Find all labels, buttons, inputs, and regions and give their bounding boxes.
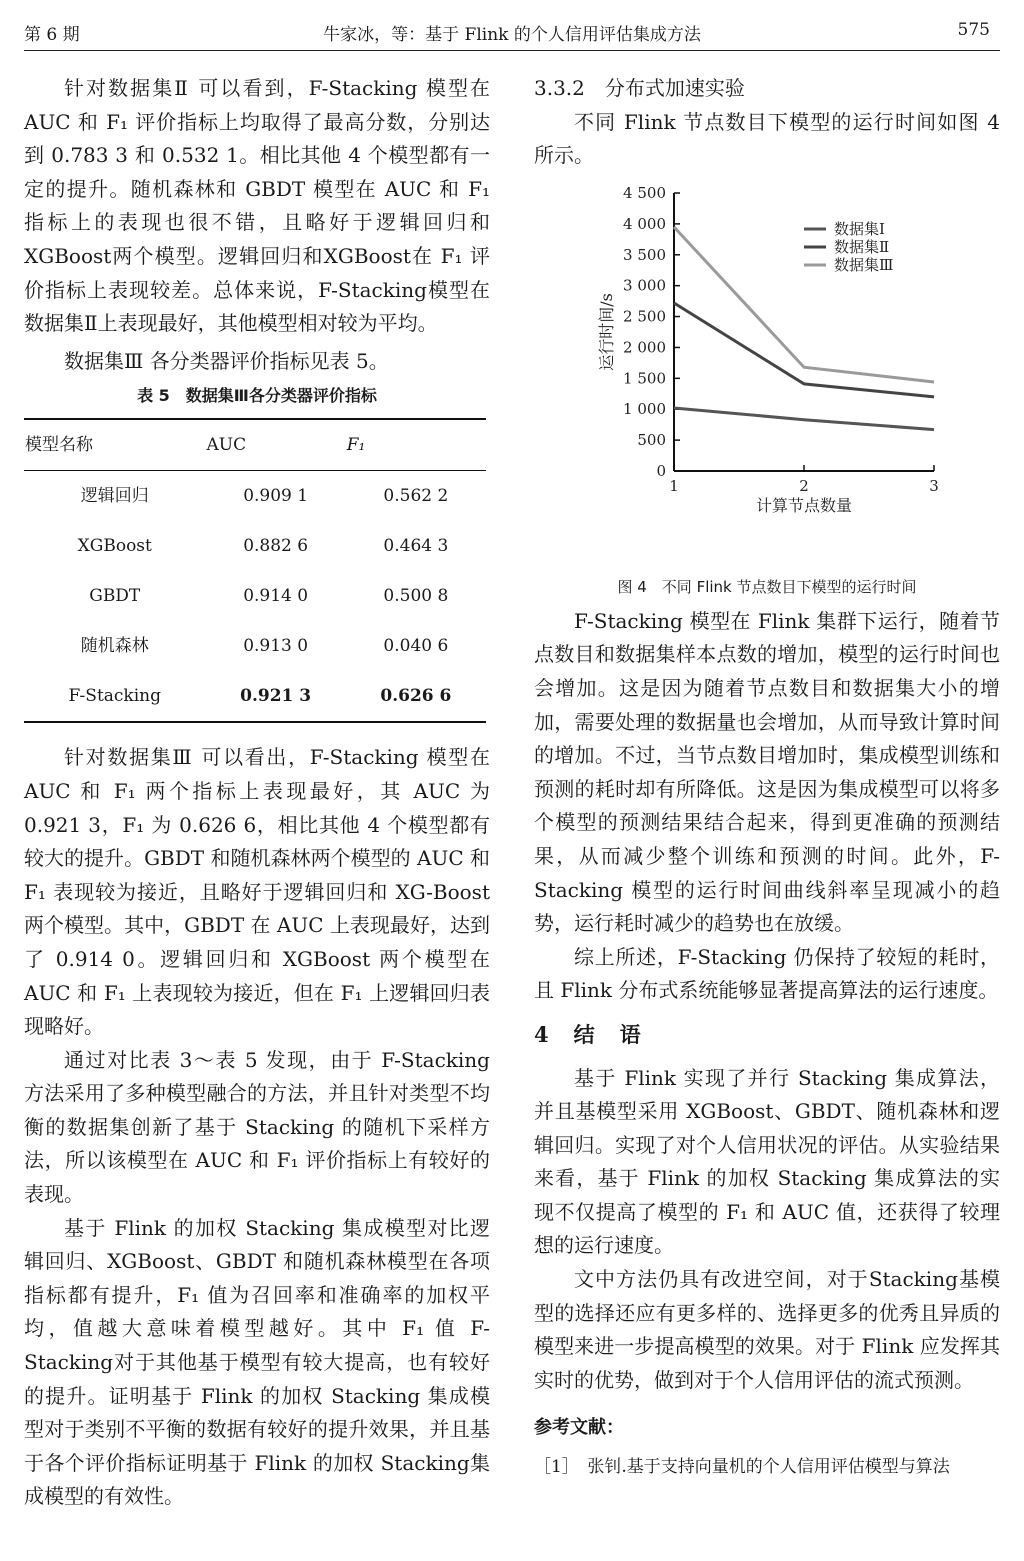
figure-4 xyxy=(534,181,1000,581)
table-cell: GBDT xyxy=(89,585,141,606)
paragraph-conclusion-runtime: 综上所述，F-Stacking 仍保持了较短的耗时，且 Flink 分布式系统能够显著提高算法的运行速度。 xyxy=(534,944,1000,1003)
left-column xyxy=(24,72,490,1514)
table-row xyxy=(24,571,486,621)
paragraph-comparison: 通过对比表 3～表 5 发现，由于 F-Stacking 方法采用了多种模型融合的方法，并且针对类型不均衡的数据集创新了基于 Stacking 的随机下采样方法，所以该模型在 AUC 和 F₁ 评价指标上有较好的表现。 xyxy=(24,1047,490,1207)
table-cell: 0.464 3 xyxy=(383,535,449,556)
paragraph-fig4-intro: 不同 Flink 节点数目下模型的运行时间如图 4 所示。 xyxy=(534,109,1000,168)
y-tick-label: 500 xyxy=(637,430,666,449)
y-axis-title: 运行时间/s xyxy=(597,292,616,371)
table-cell: 0.562 2 xyxy=(383,485,449,506)
y-tick-label: 0 xyxy=(656,461,666,480)
page-header xyxy=(24,14,1000,51)
series-line xyxy=(674,408,934,430)
x-tick-label: 3 xyxy=(929,476,939,495)
y-tick-label: 4 000 xyxy=(623,214,666,233)
paragraph-dataset3: 针对数据集Ⅲ 可以看出，F-Stacking 模型在 AUC 和 F₁ 两个指标上表现最好，其 AUC 为 0.921 3，F₁ 为 0.626 6，相比其他 4 个模型都有较大的提升。GBDT 和随机森林两个模型的 AUC 和 F₁ 表现较为接近，且略好于逻辑回归和 XG-Boost 两个模型。其中，GBDT 在 AUC 上表现最好，达到了 0.914 0。逻辑回归和 XGBoost 两个模型在 AUC 和 F₁ 上表现较为接近，但在 F₁ 上逻辑回归表现略好。 xyxy=(24,745,490,1039)
references-title: 参考文献： xyxy=(534,1417,624,1439)
table-cell: 0.909 1 xyxy=(243,485,309,506)
y-tick-label: 4 500 xyxy=(623,183,666,202)
table-row xyxy=(24,471,486,522)
paragraph-closing-2: 文中方法仍具有改进空间，对于Stacking基模型的选择还应有更多样的、选择更多的优秀且异质的模型来进一步提高模型的效果。对于 Flink 应发挥其实时的优势，做到对于个人信用评估的流式预测。 xyxy=(534,1267,1000,1392)
paragraph-table5-intro: 数据集Ⅲ 各分类器评价指标见表 5。 xyxy=(64,348,389,373)
y-tick-label: 3 000 xyxy=(623,276,666,295)
table-cell: 0.913 0 xyxy=(243,635,309,656)
table-row xyxy=(24,521,486,571)
table-cell: 0.040 6 xyxy=(383,635,449,656)
legend-label: 数据集Ⅱ xyxy=(834,237,890,256)
subsection-title: 3.3.2 分布式加速实验 xyxy=(534,76,745,100)
running-title: 牛家冰，等：基于 Flink 的个人信用评估集成方法 xyxy=(323,25,701,45)
table-cell: 0.500 8 xyxy=(383,585,449,606)
reference-item: ［1］ 张钊.基于支持向量机的个人信用评估模型与算法 xyxy=(534,1457,950,1478)
journal-issue: 第 6 期 xyxy=(24,25,80,45)
y-tick-label: 1 000 xyxy=(623,400,666,419)
section-title: 4 结 语 xyxy=(534,1021,643,1047)
legend-label: 数据集Ⅰ xyxy=(834,219,885,238)
table-cell: F-Stacking xyxy=(24,671,206,722)
paragraph-dataset2: 针对数据集Ⅱ 可以看到，F-Stacking 模型在 AUC 和 F₁ 评价指标上均取得了最高分数，分别达到 0.783 3 和 0.532 1。相比其他 4 个模型都有一定的提升。随机森林和 GBDT 模型在 AUC 和 F₁ 指标上的表现也很不错，且略好于逻辑回归和 XGBoost两个模型。逻辑回归和XGBoost在 F₁ 评价指标上表现较差。总体来说，F-Stacking模型在数据集Ⅱ上表现最好，其他模型相对较为平均。 xyxy=(24,76,490,336)
table-row xyxy=(24,671,486,722)
paragraph-closing-1: 基于 Flink 实现了并行 Stacking 集成算法，并且基模型采用 XGBoost、GBDT、随机森林和逻辑回归。实现了对个人信用状况的评估。从实验结果来看，基于 Flink 的加权 Stacking 集成算法的实现不仅提高了模型的 F₁ 和 AUC 值，还获得了较理想的运行速度。 xyxy=(534,1065,1000,1258)
right-column xyxy=(534,72,1000,1485)
table-header-f1: F₁ xyxy=(346,419,486,471)
table-cell: 逻辑回归 xyxy=(80,485,149,506)
figure-caption: 图 4 不同 Flink 节点数目下模型的运行时间 xyxy=(617,577,917,596)
x-axis-title: 计算节点数量 xyxy=(755,495,853,515)
y-tick-label: 3 500 xyxy=(623,245,666,264)
legend-label: 数据集Ⅲ xyxy=(834,255,894,274)
table-cell: XGBoost xyxy=(77,535,152,556)
y-tick-label: 2 000 xyxy=(623,338,666,357)
y-tick-label: 1 500 xyxy=(623,369,666,388)
x-tick-label: 1 xyxy=(669,476,679,495)
table-cell: 随机森林 xyxy=(80,635,149,656)
table-cell: 0.914 0 xyxy=(243,585,309,606)
series-line xyxy=(674,303,934,397)
series-line xyxy=(674,227,934,382)
paragraph-summary: 基于 Flink 的加权 Stacking 集成模型对比逻辑回归、XGBoost、GBDT 和随机森林模型在各项指标都有提升，F₁ 值为召回率和准确率的加权平均，值越大意味着模型越好。其中 F₁ 值 F-Stacking对于其他基于模型有较大提高，也有较好的提升。证明基于 Flink 的加权 Stacking 集成模型对于类别不平衡的数据有较好的提升效果，并且基于各个评价指标证明基于 Flink 的加权 Stacking集成模型的有效性。 xyxy=(24,1215,490,1509)
table-cell: 0.626 6 xyxy=(346,671,486,722)
paragraph-runtime-analysis: F-Stacking 模型在 Flink 集群下运行，随着节点数目和数据集样本点数的增加，模型的运行时间也会增加。这是因为随着节点数目和数据集大小的增加，需要处理的数据量也会增加，从而导致计算时间的增加。不过，当节点数目增加时，集成模型训练和预测的耗时却有所降低。这是因为集成模型可以将多个模型的预测结果结合起来，得到更准确的预测结果，从而减少整个训练和预测的时间。此外，F-Stacking 模型的运行时间曲线斜率呈现减小的趋势，运行耗时减少的趋势也在放缓。 xyxy=(534,608,1000,936)
table5 xyxy=(24,418,486,723)
y-tick-label: 2 500 xyxy=(623,307,666,326)
page-number: 575 xyxy=(957,20,990,40)
runtime-line-chart xyxy=(534,181,1000,581)
table-header-model: 模型名称 xyxy=(24,419,206,471)
table-header-auc: AUC xyxy=(206,419,346,471)
table-row xyxy=(24,621,486,671)
table-cell: 0.882 6 xyxy=(243,535,309,556)
table-cell: 0.921 3 xyxy=(206,671,346,722)
table5-caption: 表 5 数据集Ⅲ各分类器评价指标 xyxy=(137,386,377,406)
x-tick-label: 2 xyxy=(799,476,809,495)
